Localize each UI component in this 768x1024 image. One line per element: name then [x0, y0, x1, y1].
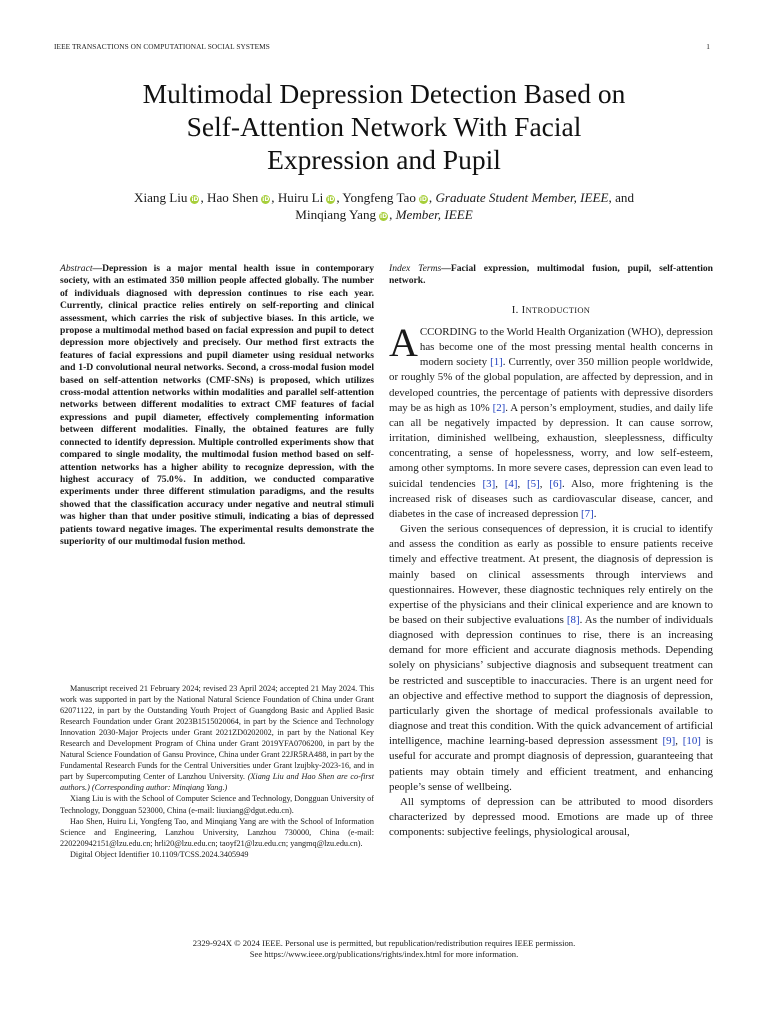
- citation-link[interactable]: [5]: [527, 477, 540, 490]
- intro-text: .: [593, 507, 597, 520]
- running-head: [54, 42, 710, 54]
- intro-text: ,: [675, 735, 683, 748]
- intro-paragraph-3: All symptoms of depression can be attributed to mood disorders characterized by depressed mood. Emotions are made up of three components: subjective feelings, physiological arousal,: [389, 795, 713, 839]
- intro-text: ,: [539, 477, 550, 490]
- intro-text: ,: [495, 477, 505, 490]
- author-list: [60, 189, 708, 223]
- orcid-icon[interactable]: iD: [262, 196, 270, 203]
- footnote-affiliation-1: Xiang Liu is with the School of Computer Science and Technology, Dongguan University of Technology, Dongguan 523000, China (e-mail: liuxiang@dgut.edu.cn).: [60, 794, 374, 815]
- author-name: Hao Shen: [207, 190, 259, 205]
- author-name: Huiru Li: [277, 190, 324, 205]
- copyright-line-1: 2329-924X © 2024 IEEE. Personal use is permitted, but republication/redistribution requires IEEE permission.: [192, 938, 576, 948]
- page-number: 1: [706, 42, 710, 51]
- orcid-icon[interactable]: iD: [419, 196, 427, 203]
- footnotes: [60, 683, 374, 860]
- intro-text: . Also, more frightening is the increased risk of diseases such as cardiovascular disease, cancer, and diabetes in the case of increased depression: [389, 477, 713, 520]
- author-name: Yongfeng Tao: [342, 190, 416, 205]
- citation-link[interactable]: [3]: [482, 477, 496, 490]
- abstract-lead: Abstract: [60, 263, 93, 274]
- title-line-3: Expression and Pupil: [267, 144, 501, 175]
- intro-text: . A person’s employment, studies, and daily life can all be negatively impacted by depression. It can cause sorrow, irritation, diminished wellbeing, exhaustion, sleeplessness, difficulty concentrating, a sense of hopelessness, worry, and low self-esteem, among other symptoms. In more severe cases, depression can even lead to suicidal tendencies: [389, 401, 713, 490]
- abstract-text: —Depression is a major mental health issue in contemporary society, with an estimated 350 million people affected globally. The number of individuals diagnosed with depression continues to rise each year. Currently, clinical practice relies entirely on self-reporting and clinical assessment, which carries the risk of subjective biases. In this article, we propose a multimodal method based on facial expression and pupil to detect depression more objectively and precisely. Our method first extracts the features of facial expressions and pupil diameter using residual networks and 1-D convolutional neural networks. Second, a cross-modal fusion model based on self-attention networks (CMF-SNs) is proposed, which utilizes cross-modal attention networks within modalities and parallel self-attention networks between different modalities to extract CMF features of facial expressions and pupil diameter, effectively complementing information between different modalities. Finally, the obtained features are fully connected to identify depression. Multiple controlled experiments show that compared to single modality, the multimodal fusion method based on self-attention networks has a higher ability to recognize depression, with the highest accuracy of 75.0%. In addition, we conducted comparative experiments under three different stimulation paradigms, and the results showed that the classification accuracy under negative and neutral stimuli was higher than that under positive stimuli, indicating a bias of depressed patients toward negative images. The experimental results demonstrate the superiority of our multimodal fusion method.: [60, 263, 374, 547]
- author-and: and: [615, 190, 634, 205]
- citation-link[interactable]: [1]: [490, 356, 503, 369]
- footnote-doi: Digital Object Identifier 10.1109/TCSS.2024.3405949: [70, 849, 249, 859]
- citation-link[interactable]: [2]: [492, 401, 506, 414]
- abstract: [60, 263, 374, 548]
- citation-link[interactable]: [9]: [662, 735, 676, 748]
- citation-link[interactable]: [7]: [581, 507, 594, 520]
- intro-text: . Currently, over 350 million people worldwide, or roughly 5% of the global population, are affected by depression, and in developed countries, the percentage of patients with depressive disorders may be as high as 10%: [389, 356, 714, 414]
- author-line-1: Xiang Liu iD , Hao Shen iD , Huiru Li iD , Yongfeng Tao iD , Graduate Student Member, IEEE, and: [134, 190, 634, 205]
- orcid-icon[interactable]: iD: [191, 196, 199, 203]
- section-title-rest: NTRODUCTION: [525, 305, 591, 315]
- orcid-icon[interactable]: iD: [380, 213, 388, 220]
- title-line-1: Multimodal Depression Detection Based on: [142, 78, 626, 109]
- author-name: Xiang Liu: [134, 190, 188, 205]
- footnote-manuscript: [60, 683, 374, 793]
- intro-text: CCORDING to the World Health Organization (WHO), depression has become one of the most pressing mental health concerns in modern society: [419, 326, 713, 369]
- journal-name: IEEE TRANSACTIONS ON COMPUTATIONAL SOCIAL SYSTEMS: [54, 42, 270, 51]
- copyright-line-2: See https://www.ieee.org/publications/rights/index.html for more information.: [249, 949, 519, 959]
- copyright-notice: [60, 938, 708, 960]
- drop-cap: A: [389, 320, 418, 365]
- introduction-body: [389, 320, 714, 840]
- citation-link[interactable]: [6]: [549, 477, 563, 490]
- intro-text: is useful for accurate and prompt diagnosis of depression, guaranteeing that patients may obtain timely and efficient treatment, and enhancing people’s sense of wellbeing.: [389, 735, 713, 793]
- intro-text: ,: [517, 477, 528, 490]
- author-line-2: Minqiang Yang iD , Member, IEEE: [295, 207, 473, 222]
- intro-paragraph-2: [389, 522, 713, 795]
- section-heading: [389, 304, 713, 316]
- title-line-2: Self-Attention Network With Facial: [186, 111, 582, 142]
- intro-text: . As the number of individuals diagnosed with depression continues to rise, there is an increasing demand for more efficient and accurate diagnosis methods. Depending solely on physicians’ subjective diagnosis and subsequent treatment can be restricted and susceptible to inaccuracies. There is an urgent need for an objective and effective method to support the diagnosis of depression, particularly given the shortage of medical professionals available to diagnose and treat this condition. With the quick advancement of artificial intelligence, machine learning-based depression assessment: [389, 613, 714, 748]
- intro-text: Given the serious consequences of depression, it is crucial to identify and assess the condition as early as possible to ensure patients receive timely and effective treatment. At present, the diagnosis of depression is mainly based on clinical assessments through interviews and questionnaires. However, these diagnostic techniques rely entirely on the expertise of the physicians and their clinical experience and are known to be based on their subjective evaluations: [389, 523, 713, 626]
- footnote-affiliation-2: Hao Shen, Huiru Li, Yongfeng Tao, and Minqiang Yang are with the School of Information Science and Engineering, Lanzhou University, Lanzhou 730000, China (e-mail: 220220942151@lzu.edu.cn; hrli20@lzu.edu.cn; taoyf21@lzu.edu.cn; yangmq@lzu.edu.cn).: [60, 816, 374, 848]
- section-numeral: I.: [511, 304, 519, 316]
- section-title-initial: I: [521, 304, 526, 316]
- author-role: Graduate Student Member, IEEE: [435, 190, 609, 205]
- index-terms: [389, 263, 713, 288]
- author-name: Minqiang Yang: [295, 207, 377, 222]
- footnote-corresponding: (Xiang Liu and Hao Shen are co-first authors.) (Corresponding author: Minqiang Yang.): [60, 772, 374, 793]
- citation-link[interactable]: [4]: [504, 477, 518, 490]
- citation-link[interactable]: [8]: [566, 613, 580, 626]
- intro-paragraph-1: [389, 320, 714, 522]
- paper-title: [60, 77, 708, 176]
- footnote-funding: Manuscript received 21 February 2024; revised 23 April 2024; accepted 21 May 2024. This work was supported in part by the National Natural Science Foundation of China under Grant 62071122, in part by the Outstanding Youth Project of Guangdong Basic and Applied Basic Research Foundation under Grant 2023B1515020064, in part by the Science and Technology Innovation 2030-Major Projects under Grant 2021ZD0202002, in part by the National Key Research and Development Program of China under Grant 2019YFA0706200, in part by the Natural Science Foundation of Gansu Province, China under Grant 22JR5RA488, in part by the Fundamental Research Funds for the Central Universities under Grant lzujbky-2023-16, and in part by Supercomputing Center of Lanzhou University.: [60, 684, 374, 782]
- orcid-icon[interactable]: iD: [327, 196, 335, 203]
- citation-link[interactable]: [10]: [682, 735, 701, 748]
- index-terms-lead: Index Terms: [389, 263, 442, 274]
- index-terms-text: —Facial expression, multimodal fusion, pupil, self-attention network.: [389, 263, 713, 287]
- author-role: Member, IEEE: [395, 207, 473, 222]
